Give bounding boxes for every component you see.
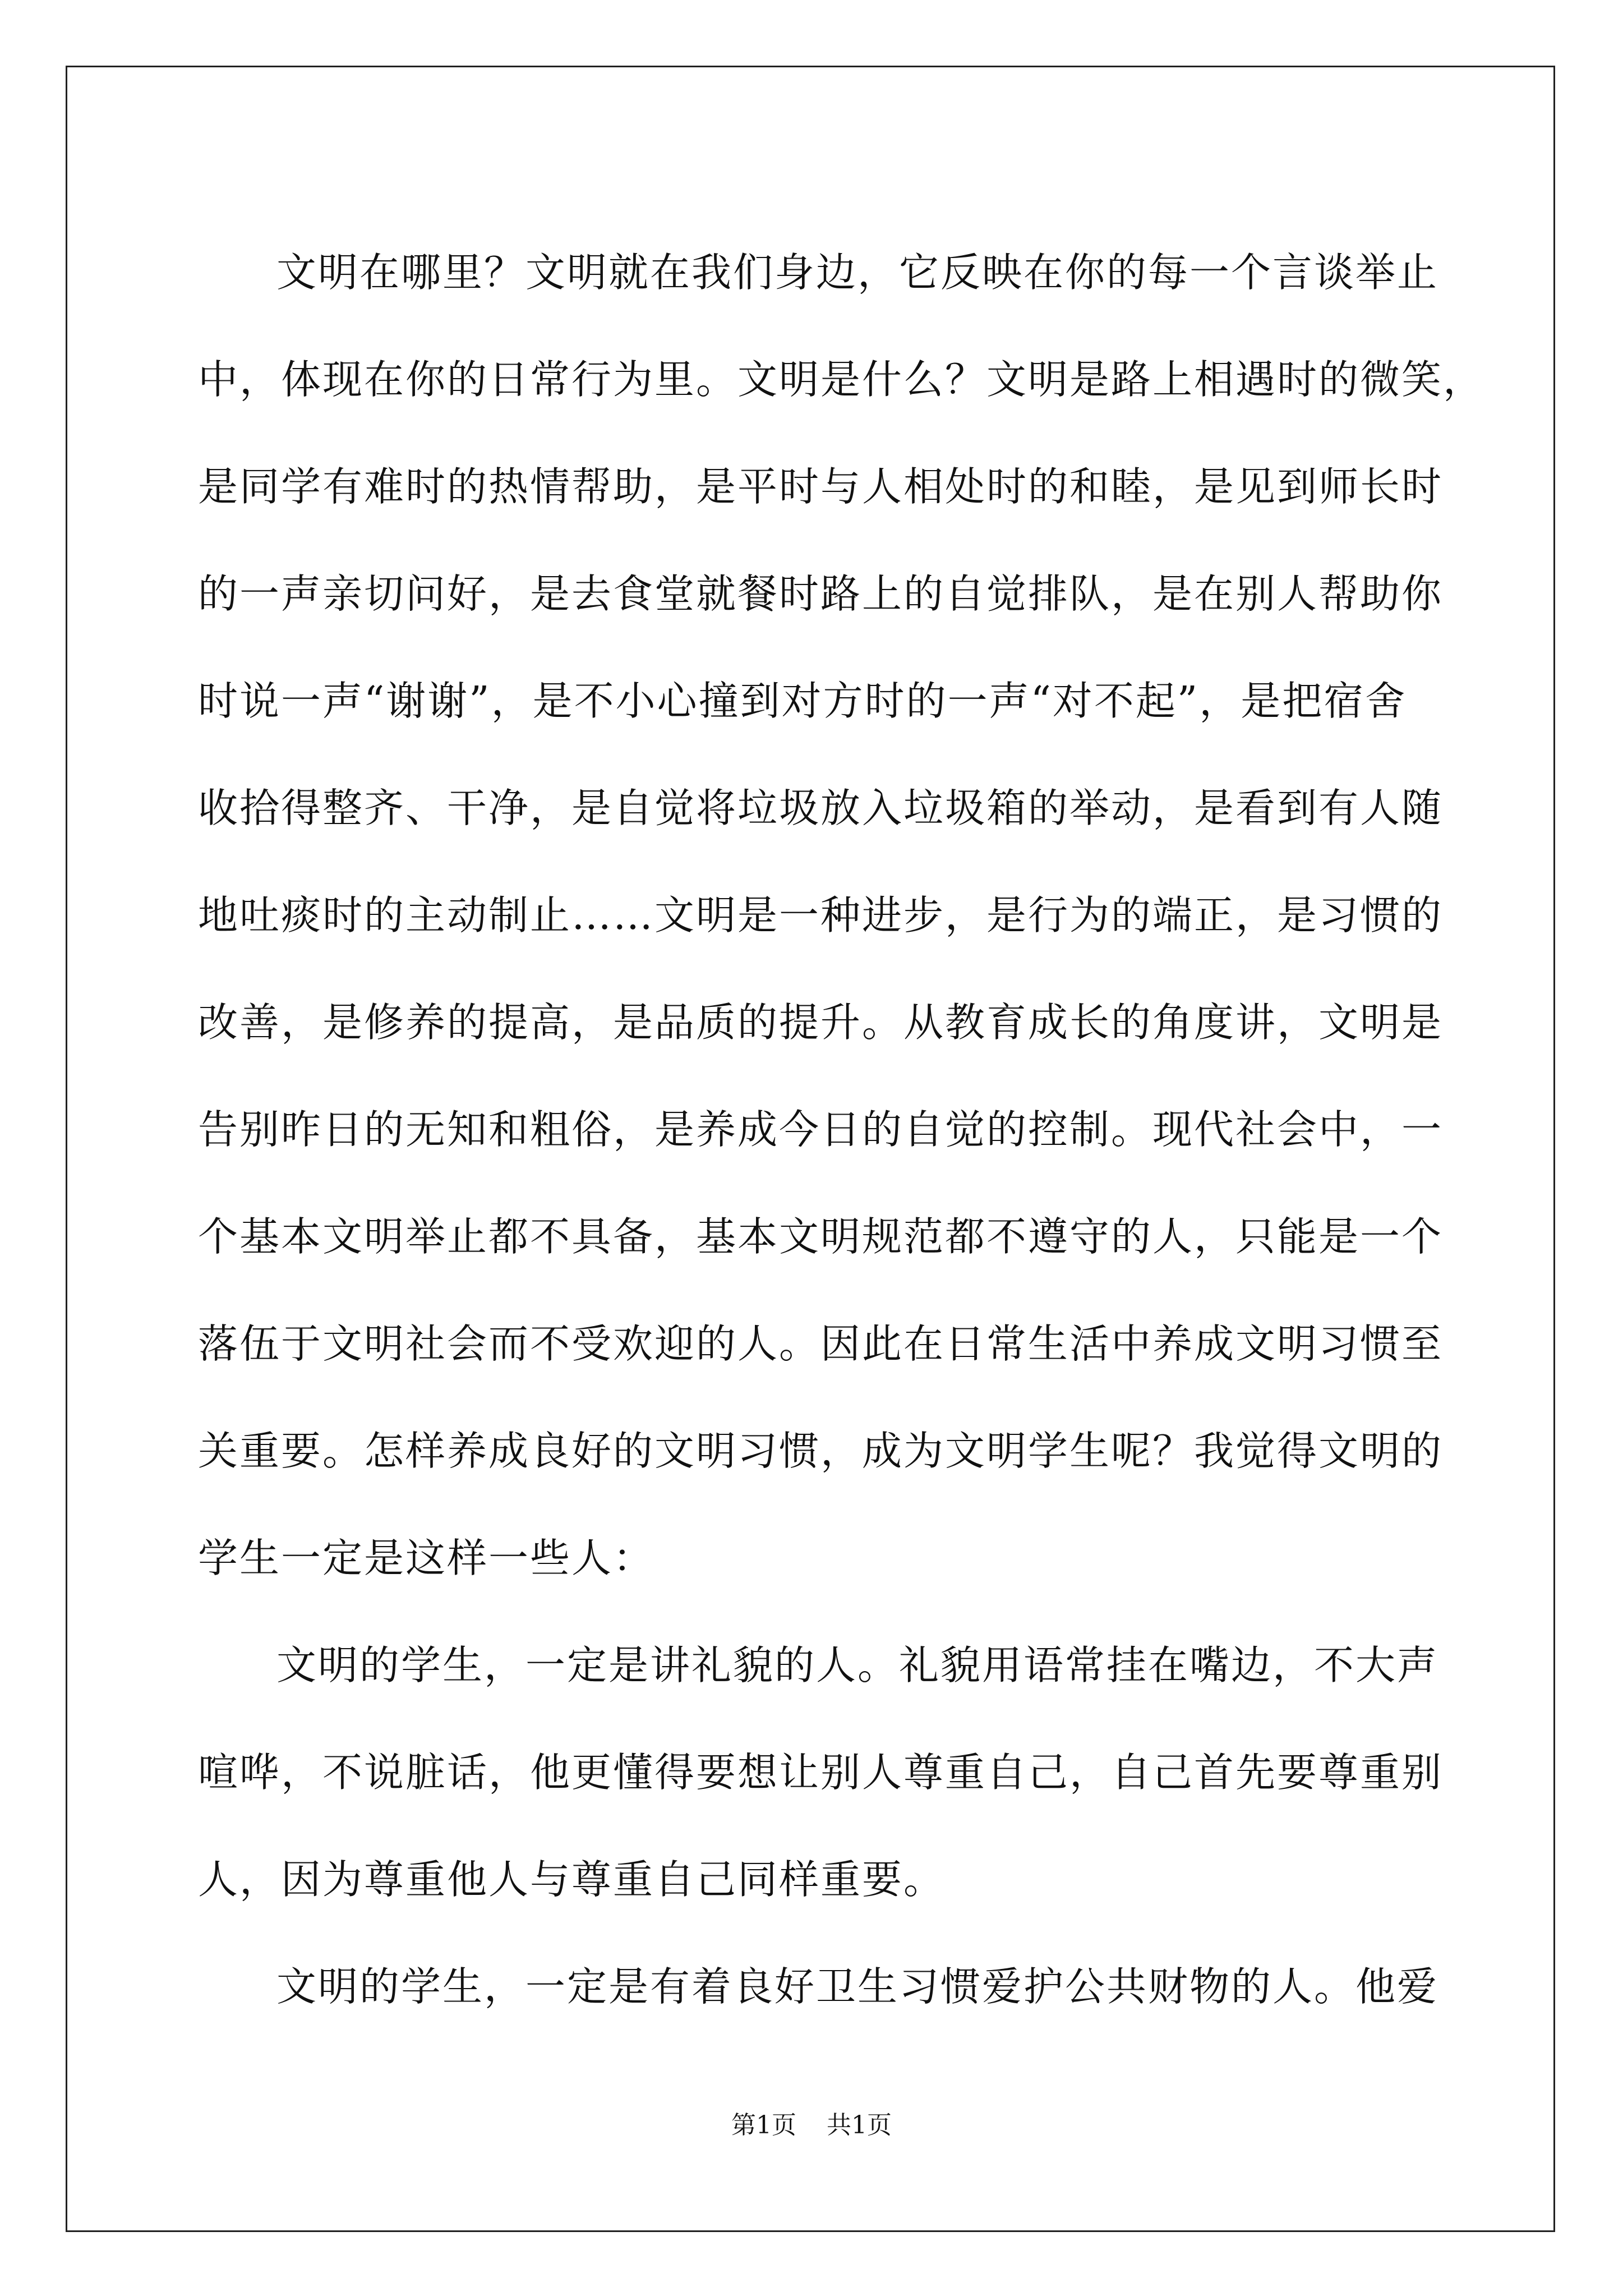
page-number: 第1页 [731, 2111, 796, 2139]
text-line: 的一声亲切问好，是去食堂就餐时路上的自觉排队，是在别人帮助你 [198, 570, 1444, 617]
document-body [198, 219, 1485, 2040]
text-line: 人，因为尊重他人与尊重自己同样重要。 [198, 1856, 946, 1903]
page-footer [0, 2105, 1623, 2141]
page-total: 共1页 [827, 2111, 892, 2139]
text-line: 文明在哪里？文明就在我们身边，它反映在你的每一个言谈举止 [276, 249, 1439, 296]
text-line: 学生一定是这样一些人： [198, 1535, 655, 1581]
text-line: 地吐痰时的主动制止……文明是一种进步，是行为的端正，是习惯的 [198, 892, 1444, 938]
text-line: 喧哗，不说脏话，他更懂得要想让别人尊重自己，自己首先要尊重别 [198, 1749, 1444, 1796]
text-line: 收拾得整齐、干净，是自觉将垃圾放入垃圾箱的举动，是看到有人随 [198, 785, 1444, 831]
text-line: 中，体现在你的日常行为里。文明是什么？文明是路上相遇时的微笑， [198, 356, 1485, 403]
text-line: 告别昨日的无知和粗俗，是养成今日的自觉的控制。现代社会中，一 [198, 1106, 1444, 1153]
text-line: 改善，是修养的提高，是品质的提升。从教育成长的角度讲，文明是 [198, 999, 1444, 1046]
text-line: 落伍于文明社会而不受欢迎的人。因此在日常生活中养成文明习惯至 [198, 1320, 1444, 1367]
text-line: 是同学有难时的热情帮助，是平时与人相处时的和睦，是见到师长时 [198, 463, 1444, 510]
text-line: 文明的学生，一定是有着良好卫生习惯爱护公共财物的人。他爱 [276, 1963, 1439, 2010]
text-line: 个基本文明举止都不具备，基本文明规范都不遵守的人，只能是一个 [198, 1213, 1444, 1260]
text-line: 关重要。怎样养成良好的文明习惯，成为文明学生呢？我觉得文明的 [198, 1428, 1444, 1474]
text-line: 文明的学生，一定是讲礼貌的人。礼貌用语常挂在嘴边，不大声 [276, 1642, 1439, 1688]
text-line: 时说一声“谢谢”，是不小心撞到对方时的一声“对不起”，是把宿舍 [198, 678, 1407, 724]
